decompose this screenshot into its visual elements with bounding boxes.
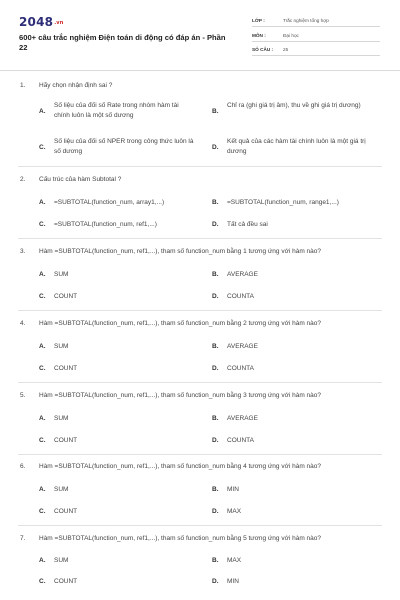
logo-suffix: .vn	[54, 20, 64, 26]
option-letter: A.	[39, 199, 46, 206]
option-text: SUM	[54, 486, 69, 493]
option-text: Chỉ ra (ghi giá trị âm), thu về ghi giá trị dương)	[227, 102, 361, 109]
meta-value: Trắc nghiệm tổng hợp	[283, 18, 329, 23]
option-letter: D.	[212, 144, 219, 151]
meta-value: 25	[283, 47, 289, 52]
question-separator	[18, 166, 382, 167]
option-letter: A.	[39, 108, 46, 115]
question-number: 1.	[20, 82, 26, 89]
option-text: COUNTA	[227, 437, 254, 444]
option-letter: A.	[39, 271, 46, 278]
option-text: MIN	[227, 486, 239, 493]
option-text: Tất cả đều sai	[227, 221, 268, 228]
question-number: 2.	[20, 176, 26, 183]
question-text: Hãy chọn nhận định sai ?	[39, 82, 113, 89]
question-separator	[18, 238, 382, 239]
option-letter: B.	[212, 486, 219, 493]
option-letter: A.	[39, 557, 46, 564]
question-text: Hàm =SUBTOTAL(function_num, ref1,...), tham số function_num bằng 5 tương ứng với hàm nào?	[39, 535, 322, 542]
option-letter: C.	[39, 437, 46, 444]
option-text: =SUBTOTAL(function_num, array1,...)	[54, 199, 165, 206]
option-text: Số liệu của đối số NPER trong công thức luôn là số dương	[54, 138, 194, 155]
option-letter: C.	[39, 293, 46, 300]
option-letter: D.	[212, 437, 219, 444]
option-letter: B.	[212, 557, 219, 564]
option-letter: D.	[212, 365, 219, 372]
document-header	[0, 0, 400, 66]
meta-label: MÔN :	[252, 33, 266, 38]
question-text: Hàm =SUBTOTAL(function_num, ref1,...), tham số function_num bằng 4 tương ứng với hàm nào?	[39, 463, 322, 470]
question-separator	[18, 310, 382, 311]
option-text: =SUBTOTAL(function_num, range1,...)	[227, 199, 339, 206]
option-letter: D.	[212, 221, 219, 228]
option-text: COUNT	[54, 508, 78, 515]
document-title: 600+ câu trắc nghiệm Điện toán di động có đáp án - Phần 22	[19, 33, 226, 52]
option-text: COUNT	[54, 293, 78, 300]
option-letter: A.	[39, 415, 46, 422]
meta-value: Đại học	[283, 33, 299, 38]
option-text: COUNT	[54, 437, 78, 444]
option-letter: C.	[39, 578, 46, 585]
meta-row-subject	[252, 29, 380, 42]
option-letter: D.	[212, 578, 219, 585]
meta-row-class	[252, 14, 380, 27]
option-text: AVERAGE	[227, 415, 258, 422]
option-letter: A.	[39, 486, 46, 493]
option-text: COUNT	[54, 365, 78, 372]
question-text: Hàm =SUBTOTAL(function_num, ref1,...), tham số function_num bằng 2 tương ứng với hàm nào?	[39, 320, 322, 327]
option-text: SUM	[54, 415, 69, 422]
site-logo[interactable]	[19, 15, 64, 29]
meta-label: LỚP :	[252, 18, 265, 23]
option-letter: B.	[212, 271, 219, 278]
meta-row-count	[252, 43, 380, 56]
question-number: 6.	[20, 463, 26, 470]
option-text: AVERAGE	[227, 343, 258, 350]
question-separator	[18, 382, 382, 383]
option-text: MAX	[227, 557, 242, 564]
question-text: Hàm =SUBTOTAL(function_num, ref1,...), tham số function_num bằng 3 tương ứng với hàm nào?	[39, 392, 322, 399]
option-letter: D.	[212, 508, 219, 515]
option-letter: C.	[39, 221, 46, 228]
question-text: Cấu trúc của hàm Subtotal ?	[39, 176, 122, 183]
option-text: =SUBTOTAL(function_num, ref1,...)	[54, 221, 157, 228]
option-letter: B.	[212, 108, 219, 115]
question-number: 3.	[20, 248, 26, 255]
option-text: SUM	[54, 343, 69, 350]
option-text: COUNT	[54, 578, 78, 585]
question-separator	[18, 525, 382, 526]
option-letter: C.	[39, 508, 46, 515]
option-letter: D.	[212, 293, 219, 300]
question-separator	[18, 454, 382, 455]
option-text: Số liệu của đối số Rate trong nhóm hàm tài chính luôn là một số dương	[54, 102, 179, 119]
question-text: Hàm =SUBTOTAL(function_num, ref1,...), tham số function_num bằng 1 tương ứng với hàm nào?	[39, 248, 322, 255]
option-text: SUM	[54, 271, 69, 278]
option-text: COUNTA	[227, 365, 254, 372]
question-number: 7.	[20, 535, 26, 542]
option-text: MIN	[227, 578, 239, 585]
question-number: 5.	[20, 392, 26, 399]
option-text: AVERAGE	[227, 271, 258, 278]
option-letter: A.	[39, 343, 46, 350]
header-divider	[0, 70, 400, 71]
option-letter: B.	[212, 343, 219, 350]
logo-text: 2048	[19, 15, 54, 29]
option-letter: C.	[39, 365, 46, 372]
question-number: 4.	[20, 320, 26, 327]
option-letter: B.	[212, 415, 219, 422]
option-text: SUM	[54, 557, 69, 564]
option-text: COUNTA	[227, 293, 254, 300]
option-text: MAX	[227, 508, 242, 515]
option-letter: B.	[212, 199, 219, 206]
option-letter: C.	[39, 144, 46, 151]
meta-label: SỐ CÂU :	[252, 47, 274, 52]
option-text: Kết quả của các hàm tài chính luôn là một giá trị dương	[227, 138, 366, 155]
